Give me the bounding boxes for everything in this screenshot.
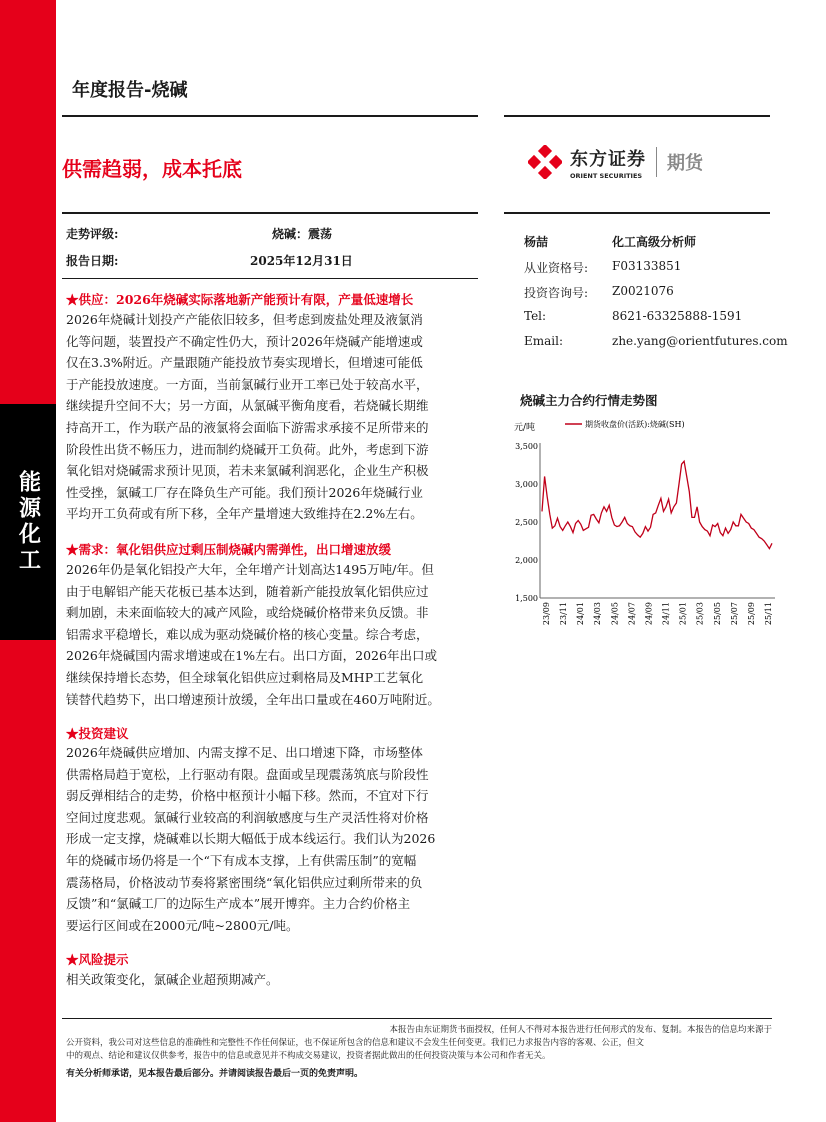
analyst-row-value: Z0021076 (612, 284, 674, 298)
text-line: 平均开工负荷或有所下移，全年产量增速大致维持在2.2%左右。 (66, 506, 423, 522)
text-line: 供需格局趋于宽松，上行驱动有限。盘面或呈现震荡筑底与阶段性 (66, 766, 429, 782)
section-body-demand (66, 559, 486, 710)
x-tick-label: 25/05 (712, 602, 722, 626)
text-line: 要运行区间或在2000元/吨~2800元/吨。 (66, 917, 299, 933)
text-line: 反馈”和“氯碱工厂的边际生产成本”展开博弈。主力合约价格主 (66, 896, 411, 912)
text-line: 持高开工，作为联产品的液氯将会面临下游需求承接不足所带来的 (66, 419, 429, 435)
rating-value: 烧碱：震荡 (272, 227, 333, 241)
divider-meta-left (62, 212, 478, 214)
x-tick-label: 24/03 (593, 602, 603, 626)
analyst-row-label: 从业资格号: (524, 261, 589, 275)
section-heading-advice: ★投资建议 (66, 726, 129, 741)
analyst-row-label: 投资咨询号: (524, 286, 589, 300)
text-line: 形成一定支撑，烧碱难以长期大幅低于成本线运行。我们认为2026 (66, 831, 436, 847)
text-line: 镁替代趋势下，出口增速预计放缓，全年出口量或在460万吨附近。 (66, 691, 440, 707)
text-line: 化等问题，装置投产不确定性仍大，预计2026年烧碱产能增速或 (66, 333, 423, 349)
section-body-supply (66, 309, 486, 525)
analyst-name: 杨喆 (524, 235, 549, 249)
logo-mark-icon (528, 145, 562, 179)
x-tick-label: 25/03 (695, 602, 705, 626)
analyst-email[interactable]: zhe.yang@orientfutures.com (612, 334, 788, 348)
y-tick-label: 1,500 (515, 594, 538, 603)
text-line: 2026年烧碱国内需求增速或在1%左右。出口方面，2026年出口或 (66, 648, 437, 664)
text-line: 继续保持增长态势，但全球氧化铝供应过剩格局及MHP工艺氧化 (66, 669, 424, 685)
date-value: 2025年12月31日 (250, 254, 353, 268)
footer-note: 有关分析师承诺，见本报告最后部分。并请阅读报告最后一页的免责声明。 (66, 1069, 364, 1079)
divider-meta-right (504, 212, 770, 214)
disclaimer-line: 本报告由东证期货书面授权，任何人不得对本报告进行任何形式的发布、复制。本报告的信息均来源于 (389, 1025, 772, 1035)
section-body-risk (66, 969, 486, 991)
text-line: 2026年烧碱供应增加、内需支撑不足、出口增速下降，市场整体 (66, 745, 423, 760)
report-type: 年度报告-烧碱 (72, 80, 188, 101)
company-logo (528, 142, 738, 182)
text-line: 铝需求平稳增长，难以成为驱动烧碱价格的核心变量。综合考虑， (66, 626, 429, 642)
legend-label: 期货收盘价(活跃):烧碱(SH) (585, 420, 685, 429)
section-heading-demand: ★需求：氧化铝供应过剩压制烧碱内需弹性，出口增速放缓 (66, 542, 392, 557)
text-line: 性受挫，氯碱工厂存在降负生产可能。我们预计2026年烧碱行业 (66, 484, 423, 500)
text-line: 2026年烧碱计划投产产能依旧较多，但考虑到废盐处理及液氯消 (66, 312, 423, 327)
text-line: 2026年仍是氧化铝投产大年，全年增产计划高达1495万吨/年。但 (66, 562, 434, 577)
logo-name-cn: 东方证券 (570, 148, 646, 170)
divider-top-right (504, 115, 770, 117)
divider-disclaimer (62, 1018, 772, 1019)
x-tick-label: 24/05 (610, 602, 620, 626)
y-tick-label: 2,500 (515, 518, 538, 527)
text-line: 剩加剧，未来面临较大的减产风险，或给烧碱价格带来负反馈。非 (66, 605, 429, 621)
sidebar-category-label: 能源化工 (0, 404, 56, 640)
analyst-row-label: Tel: (524, 309, 547, 323)
text-line: 由于电解铝产能天花板已基本达到，随着新产能投放氧化铝供应过 (66, 583, 429, 599)
x-tick-label: 24/01 (576, 602, 586, 626)
text-line: 阶段性出货不畅压力，进而制约烧碱开工负荷。此外，考虑到下游 (66, 441, 429, 457)
section-heading-risk: ★风险提示 (66, 952, 129, 967)
x-tick-label: 24/11 (661, 602, 671, 626)
text-line: 继续提升空间不大；另一方面，从氯碱平衡角度看，若烧碱长期维 (66, 398, 429, 414)
section-heading-supply: ★供应：2026年烧碱实际落地新产能预计有限，产量低速增长 (66, 292, 414, 307)
chart-title: 烧碱主力合约行情走势图 (520, 393, 658, 408)
date-label: 报告日期: (66, 254, 119, 268)
x-tick-label: 24/09 (644, 602, 654, 626)
x-tick-label: 25/01 (678, 602, 688, 626)
price-chart (510, 408, 778, 668)
x-tick-label: 24/07 (627, 602, 637, 626)
page-title: 供需趋弱，成本托底 (62, 157, 242, 181)
y-tick-label: 3,000 (515, 480, 538, 489)
text-line: 仅在3.3%附近。产量跟随产能投放节奏实现增长，但增速可能低 (66, 355, 423, 371)
analyst-row-value: 8621-63325888-1591 (612, 309, 743, 323)
logo-futures-label: 期货 (667, 153, 703, 174)
rating-label: 走势评级: (66, 227, 119, 241)
divider-meta-bottom (62, 278, 478, 279)
text-line: 震荡格局，价格波动节奏将紧密围绕“氧化铝供应过剩所带来的负 (66, 874, 423, 890)
y-tick-label: 2,000 (515, 556, 538, 565)
text-line: 于产能投放速度。一方面，当前氯碱行业开工率已处于较高水平， (66, 376, 429, 392)
divider-top-left (62, 115, 478, 117)
disclaimer-line: 中的观点、结论和建议仅供参考，报告中的信息或意见并不构成交易建议，投资者据此做出的任何投资决策与本公司和作者无关。 (66, 1051, 551, 1061)
text-line: 氧化铝对烧碱需求预计见顶，若未来氯碱利润恶化，企业生产积极 (66, 463, 429, 479)
x-tick-label: 23/09 (542, 602, 551, 626)
text-line: 弱反弹相结合的走势，价格中枢预计小幅下移。然而，不宜对下行 (66, 788, 429, 804)
logo-separator (656, 147, 657, 177)
x-tick-label: 25/09 (746, 602, 756, 626)
text-line: 年的烧碱市场仍将是一个“下有成本支撑，上有供需压制”的宽幅 (66, 852, 417, 868)
analyst-row-value: F03133851 (612, 259, 682, 273)
analyst-row-label: Email: (524, 334, 564, 348)
logo-name-en: ORIENT SECURITIES (570, 171, 643, 180)
y-tick-label: 3,500 (515, 442, 538, 451)
series-line-caustic-soda (542, 461, 772, 548)
x-tick-label: 25/11 (764, 602, 773, 626)
analyst-title: 化工高级分析师 (612, 235, 697, 249)
disclaimer-line: 公开资料，我公司对这些信息的准确性和完整性不作任何保证，也不保证所包含的信息和建议不会发生任何变更。我们已力求报告内容的客观、公正，但文 (66, 1038, 645, 1048)
x-tick-label: 23/11 (559, 602, 569, 626)
x-tick-label: 25/07 (729, 602, 739, 626)
text-line: 空间过度悲观。氯碱行业较高的利润敏感度与生产灵活性将对价格 (66, 809, 429, 825)
chart-y-axis-label: 元/吨 (514, 423, 536, 433)
text-line: 相关政策变化，氯碱企业超预期减产。 (66, 972, 279, 987)
section-body-advice (66, 742, 486, 936)
